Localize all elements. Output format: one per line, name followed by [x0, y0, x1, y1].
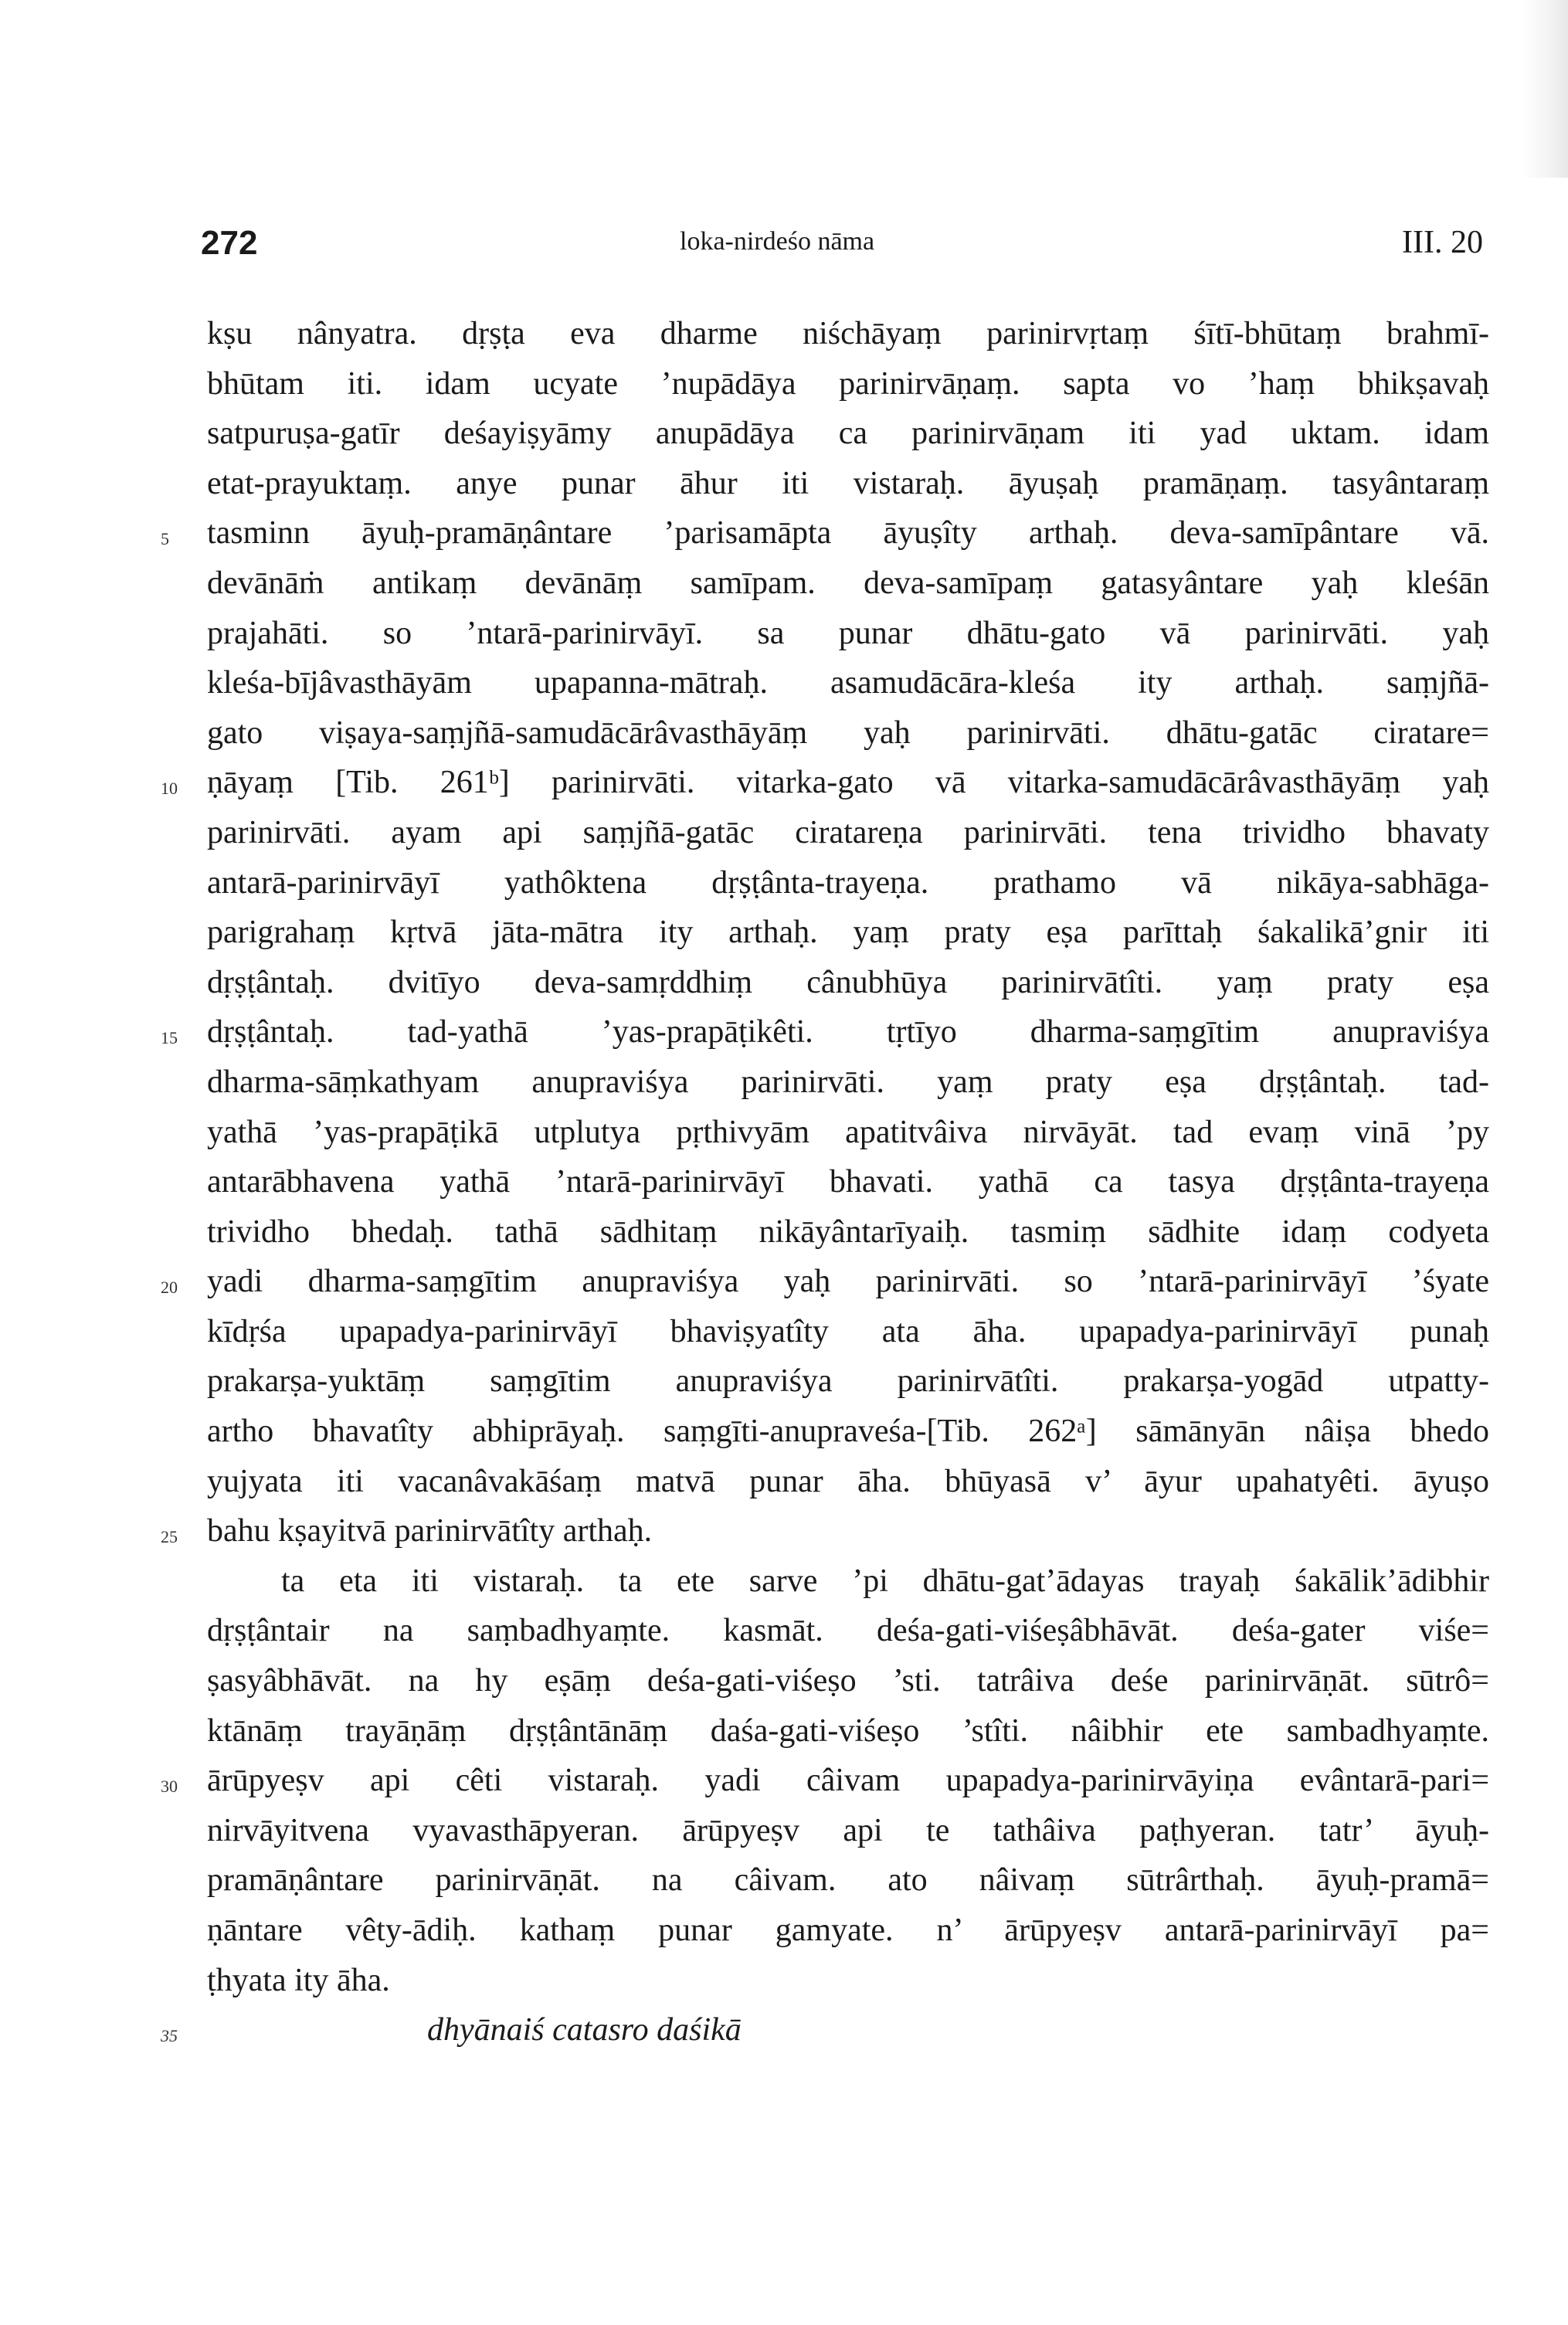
line-text: gato viṣaya-saṃjñā-samudācārâvasthāyāṃ yaḥ parinirvāti. dhātu-gatāc ciratare=	[207, 714, 1489, 751]
line-text: parigrahaṃ kṛtvā jāta-mātra ity arthaḥ. yaṃ praty eṣa parīttaḥ śakalikā’gnir iti	[207, 915, 1489, 951]
line-text: nirvāyitvena vyavasthāpyeran. ārūpyeṣv api te tathâiva paṭhyeran. tatr’ āyuḥ-	[207, 1812, 1489, 1848]
text-line	[207, 1656, 1489, 1706]
text-line	[207, 359, 1489, 409]
running-head	[201, 224, 1483, 278]
text-line	[207, 1108, 1489, 1158]
line-text: trividho bhedaḥ. tathā sādhitaṃ nikāyântarīyaiḥ. tasmiṃ sādhite idaṃ codyeta	[207, 1213, 1489, 1250]
running-title: loka-nirdeśo nāma	[680, 227, 875, 256]
text-line	[207, 808, 1489, 858]
line-text: bahu kṣayitvā parinirvātîty arthaḥ.	[207, 1513, 653, 1549]
text-line	[207, 409, 1489, 459]
line-text: yujyata iti vacanâvakāśaṃ matvā punar āha. bhūyasā v’ āyur upahatyêti. āyuṣo	[207, 1463, 1489, 1499]
line-number: 25	[161, 1527, 178, 1547]
text-line	[207, 708, 1489, 759]
line-text: parinirvāti. ayam api saṃjñā-gatāc ciratareṇa parinirvāti. tena trividho bhavaty	[207, 814, 1489, 850]
line-text: yadi dharma-saṃgītim anupraviśya yaḥ parinirvāti. so ’ntarā-parinirvāyī ’śyate	[207, 1264, 1489, 1300]
line-text: ktānāṃ trayāṇāṃ dṛṣṭântānāṃ daśa-gati-viśeṣo ’stîti. nâibhir ete sambadhyaṃte.	[207, 1712, 1489, 1749]
text-line	[207, 1157, 1489, 1207]
line-text: dhyānaiś catasro daśikā	[427, 2012, 742, 2048]
text-line	[207, 309, 1489, 359]
text-line	[207, 1806, 1489, 1856]
text-line	[207, 1556, 1489, 1607]
line-text: prajahāti. so ’ntarā-parinirvāyī. sa punar dhātu-gato vā parinirvāti. yaḥ	[207, 615, 1489, 651]
line-text: ṇāyaṃ [Tib. 261ᵇ] parinirvāti. vitarka-gato vā vitarka-samudācārâvasthāyāṃ yaḥ	[207, 765, 1489, 801]
text-line	[161, 1506, 1489, 1556]
text-line	[161, 2005, 1489, 2055]
line-text: artho bhavatîty abhiprāyaḥ. saṃgīti-anupraveśa-[Tib. 262ᵃ] sāmānyān nâiṣa bhedo	[207, 1414, 1489, 1450]
line-text: dharma-sāṃkathyam anupraviśya parinirvāti. yaṃ praty eṣa dṛṣṭântaḥ. tad-	[207, 1064, 1489, 1100]
text-line	[207, 658, 1489, 708]
text-line	[207, 1706, 1489, 1756]
line-text: tasminn āyuḥ-pramāṇântare ’parisamāpta āyuṣîty arthaḥ. deva-samīpântare vā.	[207, 515, 1489, 552]
text-line	[207, 958, 1489, 1008]
section-reference: III. 20	[1402, 225, 1483, 260]
text-line	[207, 1407, 1489, 1457]
text-line	[207, 1207, 1489, 1258]
text-line	[207, 609, 1489, 659]
text-line	[207, 1307, 1489, 1357]
text-line	[207, 1457, 1489, 1507]
text-line	[207, 459, 1489, 509]
line-number: 20	[161, 1278, 178, 1298]
text-line	[161, 508, 1489, 558]
line-text: ārūpyeṣv api cêti vistaraḥ. yadi câivam upapadya-parinirvāyiṇa evântarā-pari=	[207, 1763, 1489, 1799]
line-text: kīdṛśa upapadya-parinirvāyī bhaviṣyatîty ata āha. upapadya-parinirvāyī punaḥ	[207, 1313, 1489, 1349]
line-text: kṣu nânyatra. dṛṣṭa eva dharme niśchāyaṃ parinirvṛtaṃ śītī-bhūtaṃ brahmī-	[207, 316, 1489, 351]
line-text: kleśa-bījâvasthāyām upapanna-mātraḥ. asamudācāra-kleśa ity arthaḥ. saṃjñā-	[207, 665, 1489, 701]
line-text: pramāṇântare parinirvāṇāt. na câivam. ato nâivaṃ sūtrârthaḥ. āyuḥ-pramā=	[207, 1862, 1489, 1899]
text-line	[207, 558, 1489, 609]
line-text: antarābhavena yathā ’ntarā-parinirvāyī bhavati. yathā ca tasya dṛṣṭânta-trayeṇa	[207, 1164, 1489, 1200]
text-line	[207, 1855, 1489, 1906]
line-text: prakarṣa-yuktāṃ saṃgītim anupraviśya parinirvātîti. prakarṣa-yogād utpatty-	[207, 1363, 1489, 1400]
line-text: etat-prayuktaṃ. anye punar āhur iti vistaraḥ. āyuṣaḥ pramāṇaṃ. tasyântaraṃ	[207, 465, 1489, 501]
line-text: antarā-parinirvāyī yathôktena dṛṣṭânta-trayeṇa. prathamo vā nikāya-sabhāga-	[207, 864, 1489, 901]
line-text: ṭhyata ity āha.	[207, 1962, 390, 1998]
text-line	[161, 758, 1489, 808]
text-line	[207, 1356, 1489, 1407]
line-text: dṛṣṭântaḥ. tad-yathā ’yas-prapāṭikêti. tṛtīyo dharma-saṃgītim anupraviśya	[207, 1014, 1489, 1050]
text-line	[207, 858, 1489, 908]
line-number: 15	[161, 1028, 178, 1048]
text-line	[207, 908, 1489, 958]
text-line	[207, 1906, 1489, 1956]
text-line	[161, 1756, 1489, 1806]
line-text: dṛṣṭântaḥ. dvitīyo deva-samṛddhiṃ cânubhūya parinirvātîti. yaṃ praty eṣa	[207, 964, 1489, 1000]
line-number: 10	[161, 779, 178, 799]
text-line	[207, 1606, 1489, 1656]
line-number: 35	[161, 2026, 178, 2046]
line-number: 30	[161, 1777, 178, 1797]
body-text	[161, 309, 1489, 2055]
scan-edge-shadow	[1522, 0, 1568, 178]
line-text: ta eta iti vistaraḥ. ta ete sarve ’pi dhātu-gat’ādayas trayaḥ śakālik’ādibhir	[281, 1563, 1489, 1599]
page-number: 272	[201, 224, 258, 262]
line-text: ṇāntare vêty-ādiḥ. kathaṃ punar gamyate. n’ ārūpyeṣv antarā-parinirvāyī pa=	[207, 1913, 1489, 1948]
line-text: bhūtam iti. idam ucyate ’nupādāya parinirvāṇaṃ. sapta vo ’haṃ bhikṣavaḥ	[207, 365, 1489, 402]
line-text: dṛṣṭântair na saṃbadhyaṃte. kasmāt. deśa-gati-viśeṣâbhāvāt. deśa-gater viśe=	[207, 1613, 1489, 1649]
line-text: ṣasyâbhāvāt. na hy eṣāṃ deśa-gati-viśeṣo ’sti. tatrâiva deśe parinirvāṇāt. sūtrô=	[207, 1663, 1489, 1699]
text-line	[207, 1956, 1489, 2006]
text-line	[161, 1007, 1489, 1057]
line-text: devānāṁ antikaṃ devānāṃ samīpam. deva-samīpaṃ gatasyântare yaḥ kleśān	[207, 565, 1489, 601]
text-line	[207, 1057, 1489, 1108]
line-number: 5	[161, 529, 169, 549]
line-text: satpuruṣa-gatīr deśayiṣyāmy anupādāya ca parinirvāṇam iti yad uktam. idam	[207, 416, 1489, 452]
line-text: yathā ’yas-prapāṭikā utplutya pṛthivyām apatitvâiva nirvāyāt. tad evaṃ vinā ’py	[207, 1114, 1489, 1150]
text-line	[161, 1257, 1489, 1307]
